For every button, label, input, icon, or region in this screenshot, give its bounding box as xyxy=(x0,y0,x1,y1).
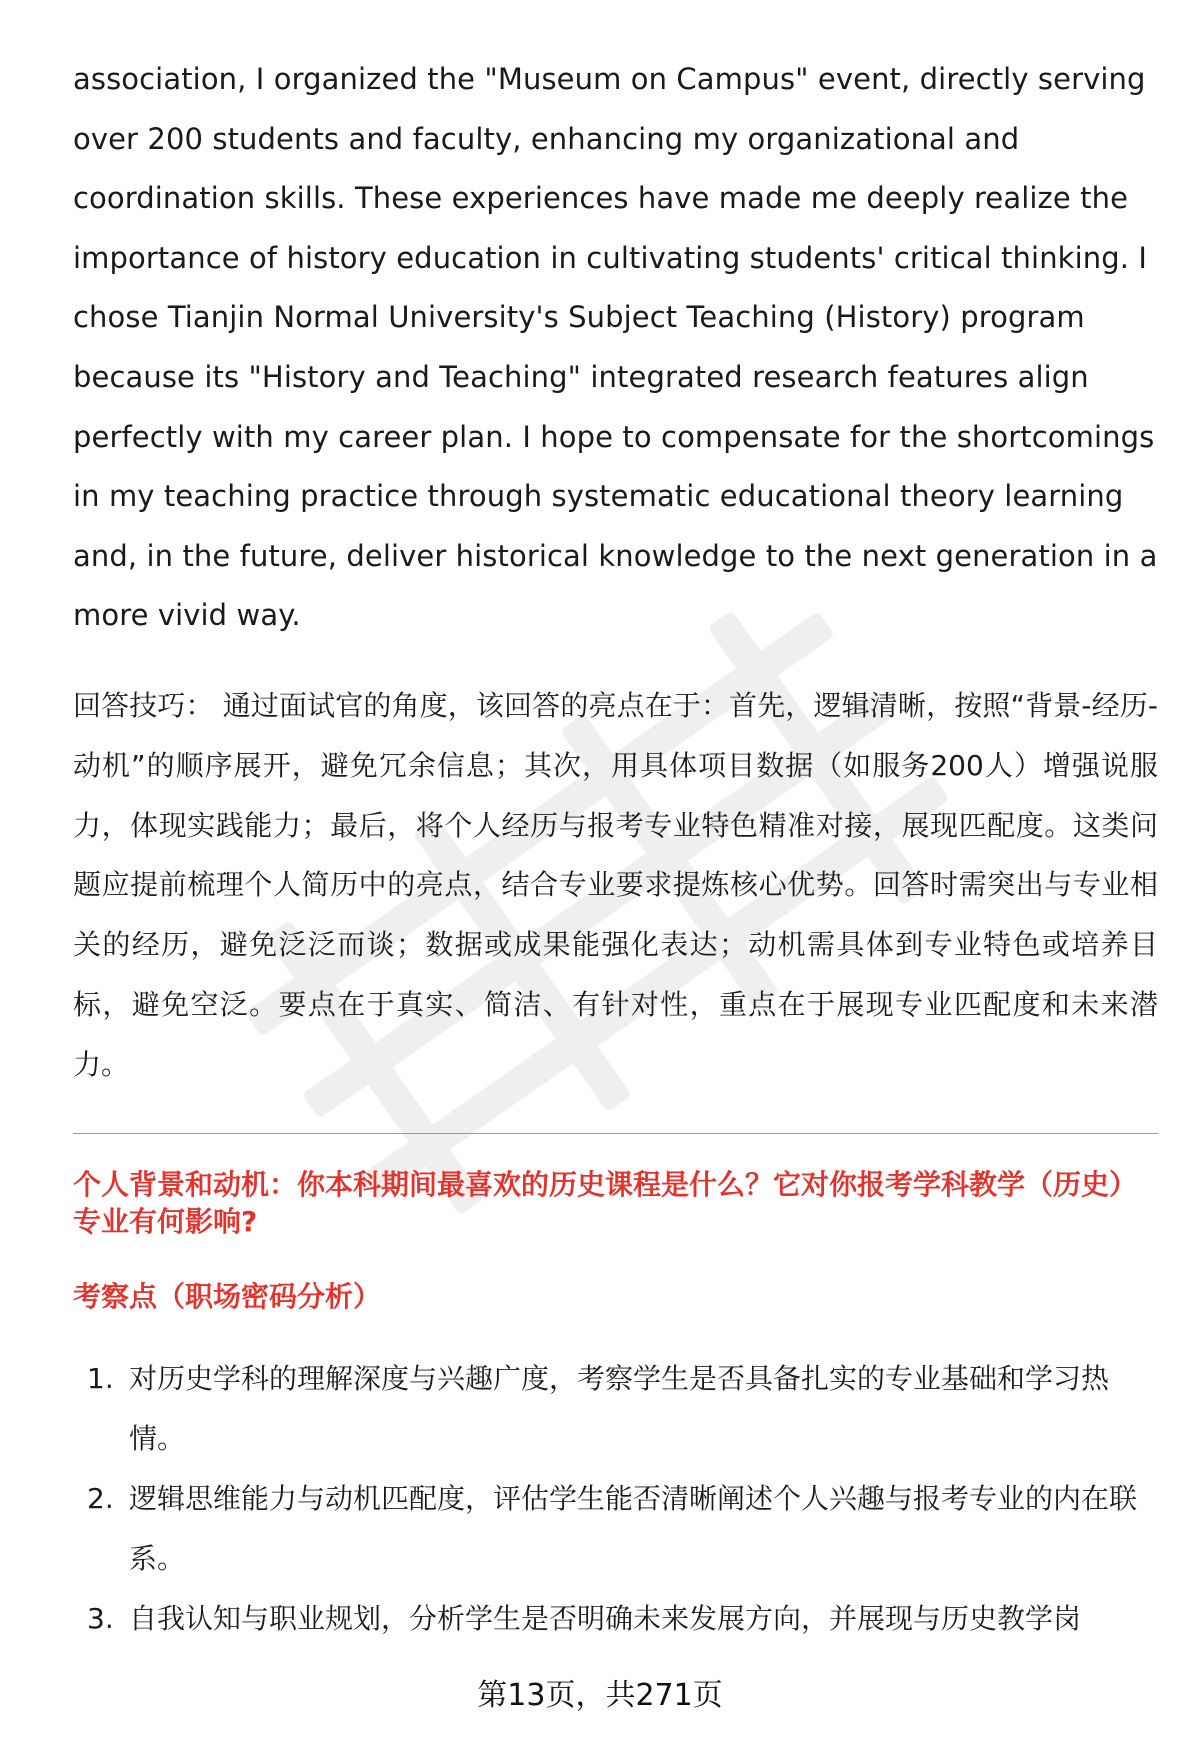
list-item xyxy=(73,1469,1158,1589)
list-item-number: 3. xyxy=(87,1601,114,1635)
list-item-text: 对历史学科的理解深度与兴趣广度，考察学生是否具备扎实的专业基础和学习热情。 xyxy=(129,1361,1110,1455)
list-item-number: 2. xyxy=(87,1481,114,1515)
assessment-points-list xyxy=(73,1349,1158,1649)
list-item xyxy=(73,1349,1158,1469)
list-item-text: 自我认知与职业规划，分析学生是否明确未来发展方向，并展现与历史教学岗 xyxy=(129,1601,1082,1635)
list-item-number: 1. xyxy=(87,1361,114,1395)
document-page xyxy=(73,50,1158,1649)
assessment-heading: 考察点（职场密码分析） xyxy=(73,1279,382,1313)
question-heading: 个人背景和动机：你本科期间最喜欢的历史课程是什么？它对你报考学科教学（历史）专业有何影响? xyxy=(73,1167,1138,1238)
page-footer: 第13页，共271页 xyxy=(477,1678,723,1713)
list-item-text: 逻辑思维能力与动机匹配度，评估学生能否清晰阐述个人兴趣与报考专业的内在联系。 xyxy=(129,1481,1138,1575)
list-item xyxy=(73,1589,1158,1649)
section-divider xyxy=(73,1133,1158,1134)
answer-tips-paragraph: 回答技巧： 通过面试官的角度，该回答的亮点在于：首先，逻辑清晰，按照“背景-经历-动机”的顺序展开，避免冗余信息；其次，用具体项目数据（如服务200人）增强说服力，体现实践能力；最后，将个人经历与报考专业特色精准对接，展现匹配度。这类问题应提前梳理个人简历中的亮点，结合专业要求提炼核心优势。回答时需突出与专业相关的经历，避免泛泛而谈；数据或成果能强化表达；动机需具体到专业特色或培养目标，避免空泛。要点在于真实、简洁、有针对性，重点在于展现专业匹配度和未来潜力。 xyxy=(73,688,1158,1081)
english-answer-paragraph: association, I organized the "Museum on Campus" event, directly serving over 200 students and faculty, enhancing my organizational and coordination skills. These experiences have made me deeply realize the importance of history education in cultivating students' critical thinking. I chose Tianjin Normal University's Subject Teaching (History) program because its "History and Teaching" integrated research features align perfectly with my career plan. I hope to compensate for the shortcomings in my teaching practice through systematic educational theory learning and, in the future, deliver historical knowledge to the next generation in a more vivid way. xyxy=(73,62,1158,633)
